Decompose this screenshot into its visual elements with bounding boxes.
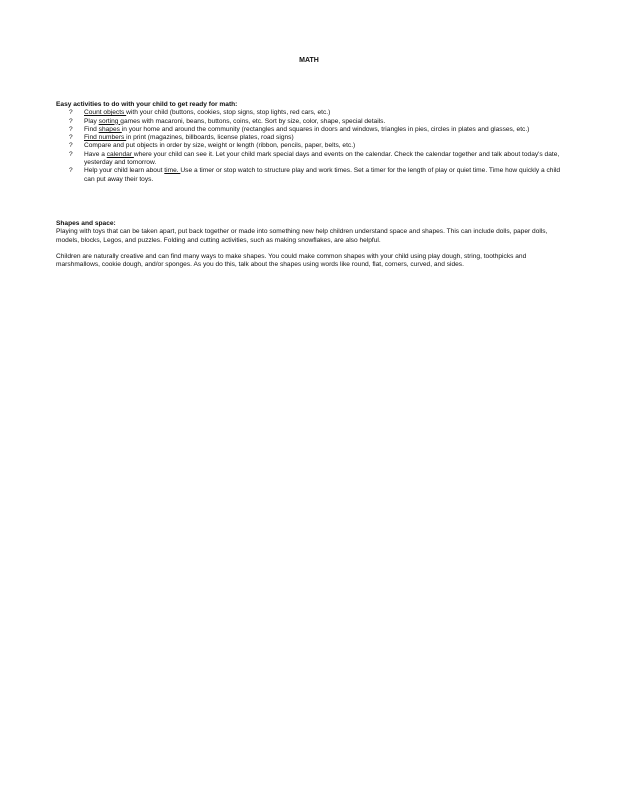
shapes-heading: Shapes and space: [56, 219, 116, 227]
document-body [56, 101, 562, 269]
item-underlined-term: Count objects [84, 109, 127, 117]
item-text-before: Have a [84, 150, 107, 158]
item-underlined-term: calendar [106, 150, 134, 158]
item-text-before: Find [84, 125, 99, 133]
item-text-before: Help your child learn about [84, 167, 165, 175]
item-text-after: with your child (buttons, cookies, stop signs, stop lights, red cars, etc.) [126, 109, 331, 117]
shapes-paragraph-2: Children are naturally creative and can find many ways to make shapes. You could make common shapes with your child using play dough, string, toothpicks and marshmallows, cookie dough, and/or sponges. As you do this, talk about the shapes using words like round, flat, corners, curved, and sides. [56, 252, 527, 269]
page-title: MATH [299, 57, 319, 64]
item-text-after: in print (magazines, billboards, license plates, road signs) [126, 134, 294, 142]
bullet-glyph: ? [69, 142, 73, 150]
list-item [56, 109, 562, 117]
activity-list [56, 109, 562, 184]
item-text-after: where your child can see it. Let your child mark special days and events on the calendar. Check the calendar together and talk about today's date, yesterday and tomorrow. [84, 150, 560, 167]
item-underlined-term: time. [164, 167, 181, 175]
list-item [56, 151, 562, 168]
list-item [56, 142, 562, 150]
item-text-before: Compare and put objects in order by size, weight or length (ribbon, pencils, paper, belts, etc.) [84, 142, 356, 150]
item-underlined-term: sorting [98, 117, 121, 125]
item-text-after: in your home and around the community (rectangles and squares in doors and windows, triangles in pies, circles in plates and glasses, etc.) [121, 125, 530, 133]
list-item [56, 134, 562, 142]
bullet-glyph: ? [69, 125, 73, 133]
item-text-after: games with macaroni, beans, buttons, coins, etc. Sort by size, color, shape, special details. [120, 117, 386, 125]
item-text-before: Play [84, 117, 99, 125]
bullet-glyph: ? [69, 150, 73, 158]
list-item [56, 118, 562, 126]
item-underlined-term: shapes [98, 125, 122, 133]
item-underlined-term: Find numbers [84, 134, 127, 142]
list-item [56, 167, 562, 184]
item-text-after: Use a timer or stop watch to structure play and work times. Set a timer for the length of play or quiet time. Time how quickly a child can put away their toys. [84, 167, 561, 183]
bullet-glyph: ? [69, 134, 73, 142]
bullet-glyph: ? [69, 167, 73, 175]
bullet-glyph: ? [69, 109, 73, 117]
bullet-glyph: ? [69, 117, 73, 125]
activities-intro: Easy activities to do with your child to get ready for math: [56, 101, 238, 108]
shapes-paragraph-1: Playing with toys that can be taken apart, put back together or made into something new help children understand space and shapes. This can include dolls, paper dolls, models, blocks, Legos, and puzzles. Folding and cutting activities, such as making snowflakes, are also helpful. [56, 228, 548, 244]
list-item [56, 126, 562, 134]
